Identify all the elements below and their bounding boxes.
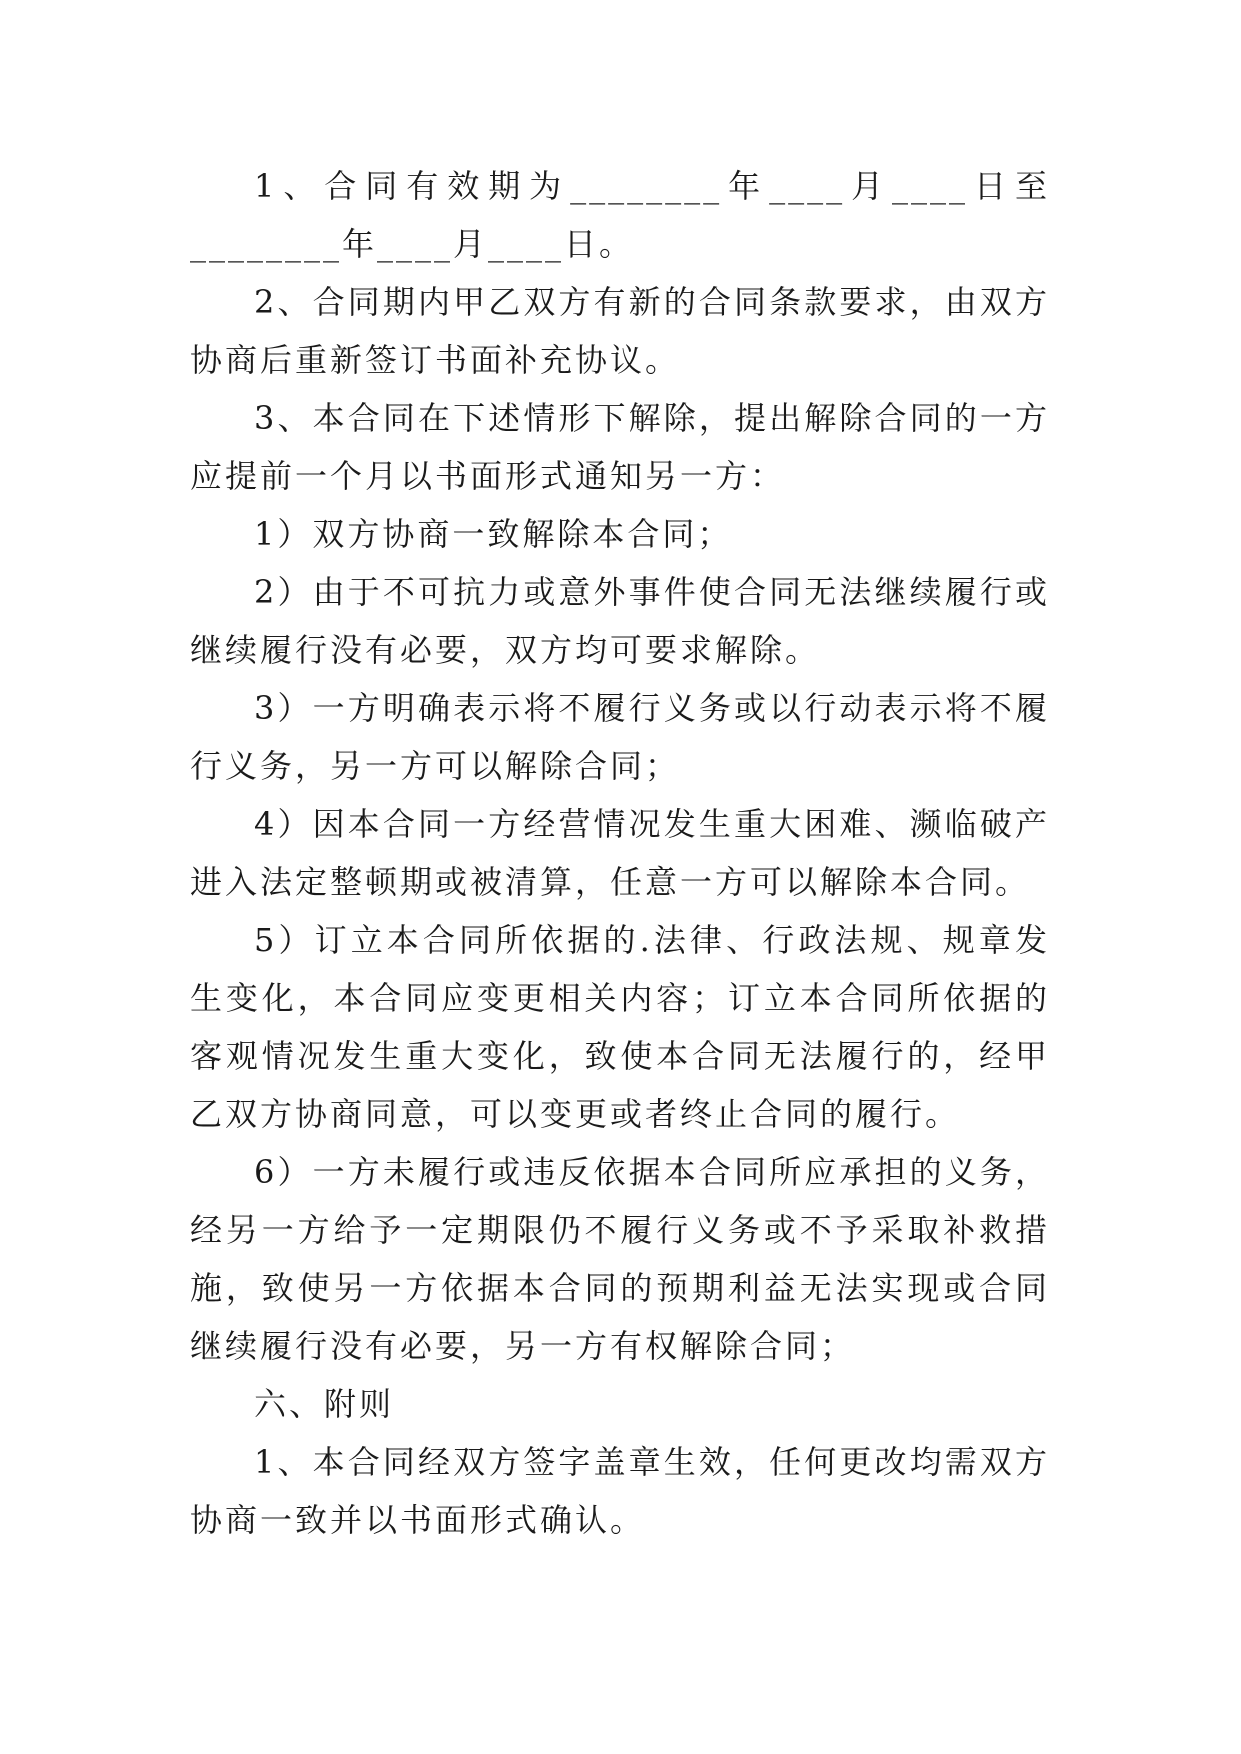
appendix-clause-1: 1、本合同经双方签字盖章生效，任何更改均需双方协商一致并以书面形式确认。 (190, 1443, 1050, 1539)
termination-item-2: 2）由于不可抗力或意外事件使合同无法继续履行或继续履行没有必要，双方均可要求解除。 (190, 573, 1050, 669)
document-body (190, 157, 1050, 1549)
clause-validity-period: 1、合同有效期为________年____月____日至________年____月____日。 (190, 167, 1050, 263)
termination-item-5: 5）订立本合同所依据的.法律、行政法规、规章发生变化，本合同应变更相关内容；订立本合同所依据的客观情况发生重大变化，致使本合同无法履行的，经甲乙双方协商同意，可以变更或者终止合同的履行。 (190, 921, 1050, 1133)
clause-termination-intro: 3、本合同在下述情形下解除，提出解除合同的一方应提前一个月以书面形式通知另一方： (190, 399, 1050, 495)
clause-supplement-agreement: 2、合同期内甲乙双方有新的合同条款要求，由双方协商后重新签订书面补充协议。 (190, 283, 1050, 379)
termination-item-3: 3）一方明确表示将不履行义务或以行动表示将不履行义务，另一方可以解除合同； (190, 689, 1050, 785)
termination-item-6: 6）一方未履行或违反依据本合同所应承担的义务，经另一方给予一定期限仍不履行义务或不予采取补救措施，致使另一方依据本合同的预期利益无法实现或合同继续履行没有必要，另一方有权解除合同； (190, 1153, 1050, 1365)
termination-item-4: 4）因本合同一方经营情况发生重大困难、濒临破产进入法定整顿期或被清算，任意一方可以解除本合同。 (190, 805, 1050, 901)
termination-item-1: 1）双方协商一致解除本合同； (254, 515, 733, 553)
section-heading-appendix: 六、附则 (254, 1385, 395, 1423)
